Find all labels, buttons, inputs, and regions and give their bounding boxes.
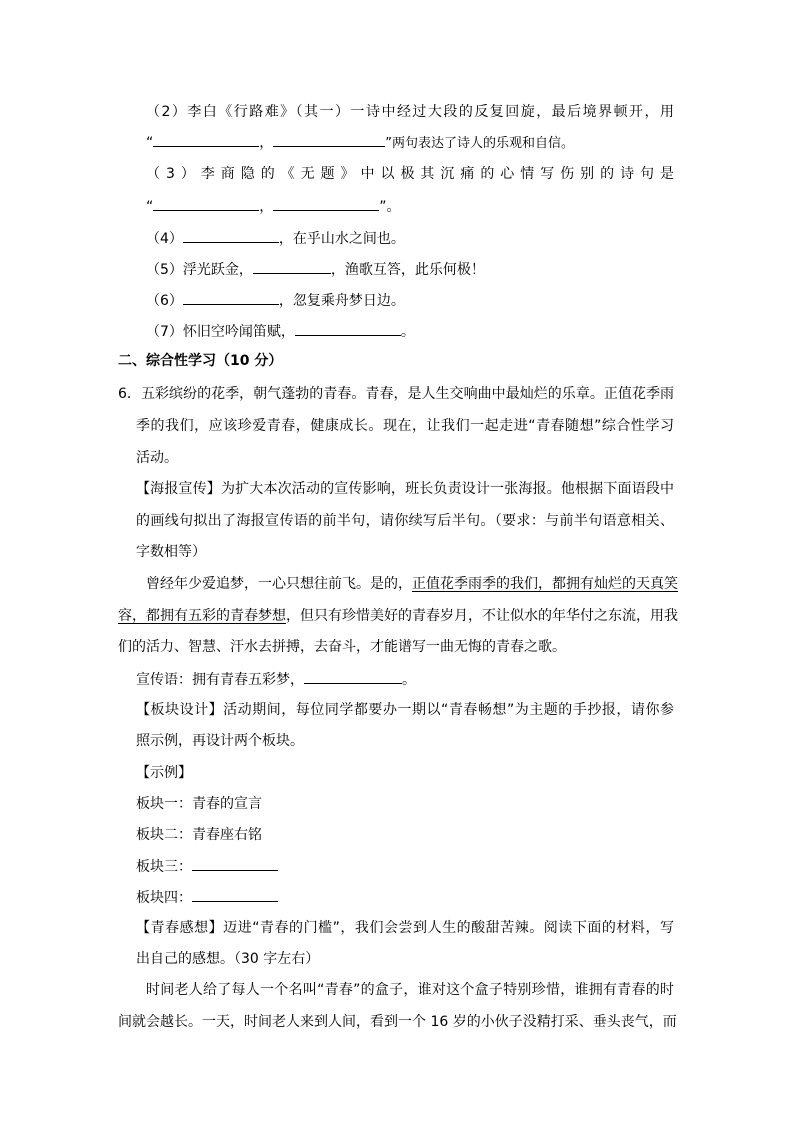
poster-instruction-line2: 的画线句拟出了海报宣传语的前半句，请你续写后半句。（要求：与前半句语意相关、 [136, 513, 674, 529]
item-prefix: （7）怀旧空吟闻笛赋， [146, 324, 295, 340]
passage-line1 [146, 574, 678, 594]
answer-blank[interactable] [253, 259, 331, 274]
item-tail: ，忽复乘舟梦日边。 [278, 293, 405, 309]
board-instruction-line2: 照示例，再设计两个板块。 [136, 733, 304, 749]
answer-blank[interactable] [304, 669, 402, 684]
open-quote: “ [146, 199, 154, 215]
answer-blank[interactable] [295, 321, 401, 336]
poster-instruction-line3: 字数相等） [136, 544, 206, 560]
slogan-line [136, 669, 416, 689]
story-line1: 时间老人给了每人一个名叫“青春”的盒子，谁对这个盒子特别珍惜，谁拥有青春的时 [146, 982, 674, 998]
answer-blank[interactable] [273, 196, 379, 211]
item-prefix: （6） [146, 293, 183, 309]
comma: ， [259, 135, 274, 151]
passage-line2 [118, 606, 678, 626]
q5-item2-line1: （2）李白《行路难》（其一）一诗中经过大段的反复回旋，最后境界顿开，用 [146, 104, 674, 120]
board-label: 板块四： [136, 890, 192, 906]
board-label: 板块三： [136, 859, 192, 875]
answer-blank[interactable] [153, 132, 259, 147]
board-item-1: 板块一：青春的宣言 [136, 796, 262, 812]
q5-item5 [146, 259, 485, 279]
answer-blank[interactable] [192, 856, 278, 871]
poster-instruction-line1: 【海报宣传】为扩大本次活动的宣传影响，班长负责设计一张海报。他根据下面语段中 [136, 481, 674, 497]
story-line2: 间就会越长。一天，时间老人来到人间，看到一个 16 岁的小伙子没精打采、垂头丧气，而 [118, 1014, 677, 1030]
underlined-sentence: 正值花季雨季的我们，都拥有灿烂的天真笑 [412, 576, 678, 592]
feel-instruction-line1: 【青春感想】迈进“青春的门槛”，我们会尝到人生的酸甜苦辣。阅读下面的材料，写 [136, 920, 674, 936]
q5-item6 [146, 290, 405, 310]
q5-item2-tail: ”两句表达了诗人的乐观和自信。 [385, 136, 575, 151]
q5-item3-line2 [146, 196, 401, 216]
passage-text: ，但只有珍惜美好的青春岁月，不让似水的年华付之东流，用我 [286, 608, 678, 624]
q6-intro-line1: 6．五彩缤纷的花季，朝气蓬勃的青春。青春，是人生交响曲中最灿烂的乐章。正值花季雨 [118, 386, 674, 402]
item-prefix: （4） [146, 231, 183, 247]
q5-item2-line2 [146, 132, 574, 152]
q5-item7 [146, 321, 415, 341]
q6-intro-line2: 季的我们，应该珍爱青春，健康成长。现在，让我们一起走进“青春随想”综合性学习 [136, 418, 674, 434]
comma: ， [259, 199, 274, 215]
underlined-sentence: 容，都拥有五彩的青春梦想 [118, 608, 286, 624]
item-tail: 。 [400, 324, 415, 340]
slogan-prefix: 宣传语：拥有青春五彩梦， [136, 672, 304, 688]
section-heading: 二、综合性学习（10 分） [118, 353, 283, 369]
slogan-tail: 。 [402, 672, 416, 688]
example-label: 【示例】 [136, 765, 192, 781]
passage-text: 曾经年少爱追梦，一心只想往前飞。是的， [146, 576, 412, 592]
board-item-2: 板块二：青春座右铭 [136, 827, 262, 843]
board-item-4 [136, 887, 278, 907]
answer-blank[interactable] [183, 228, 279, 243]
board-item-3 [136, 856, 278, 876]
feel-instruction-line2: 出自己的感想。（30 字左右） [136, 951, 320, 967]
q6-intro-line3: 活动。 [136, 450, 178, 466]
item-tail: ，渔歌互答，此乐何极！ [330, 262, 485, 278]
close-quote: ”。 [379, 199, 401, 215]
q5-item4 [146, 228, 405, 248]
board-instruction-line1: 【板块设计】活动期间，每位同学都要办一期以“青春畅想”为主题的手抄报，请你参 [136, 702, 674, 718]
answer-blank[interactable] [153, 196, 259, 211]
answer-blank[interactable] [192, 887, 278, 902]
passage-line3: 们的活力、智慧、汗水去拼搏，去奋斗，才能谱写一曲无悔的青春之歌。 [118, 639, 566, 655]
open-quote: “ [146, 135, 154, 151]
item-prefix: （5）浮光跃金， [146, 262, 253, 278]
item-tail: ，在乎山水之间也。 [278, 231, 405, 247]
q5-item3-line1: （3）李商隐的《无题》中以极其沉痛的心情写伤别的诗句是 [146, 166, 674, 182]
answer-blank[interactable] [273, 132, 385, 147]
answer-blank[interactable] [183, 290, 279, 305]
